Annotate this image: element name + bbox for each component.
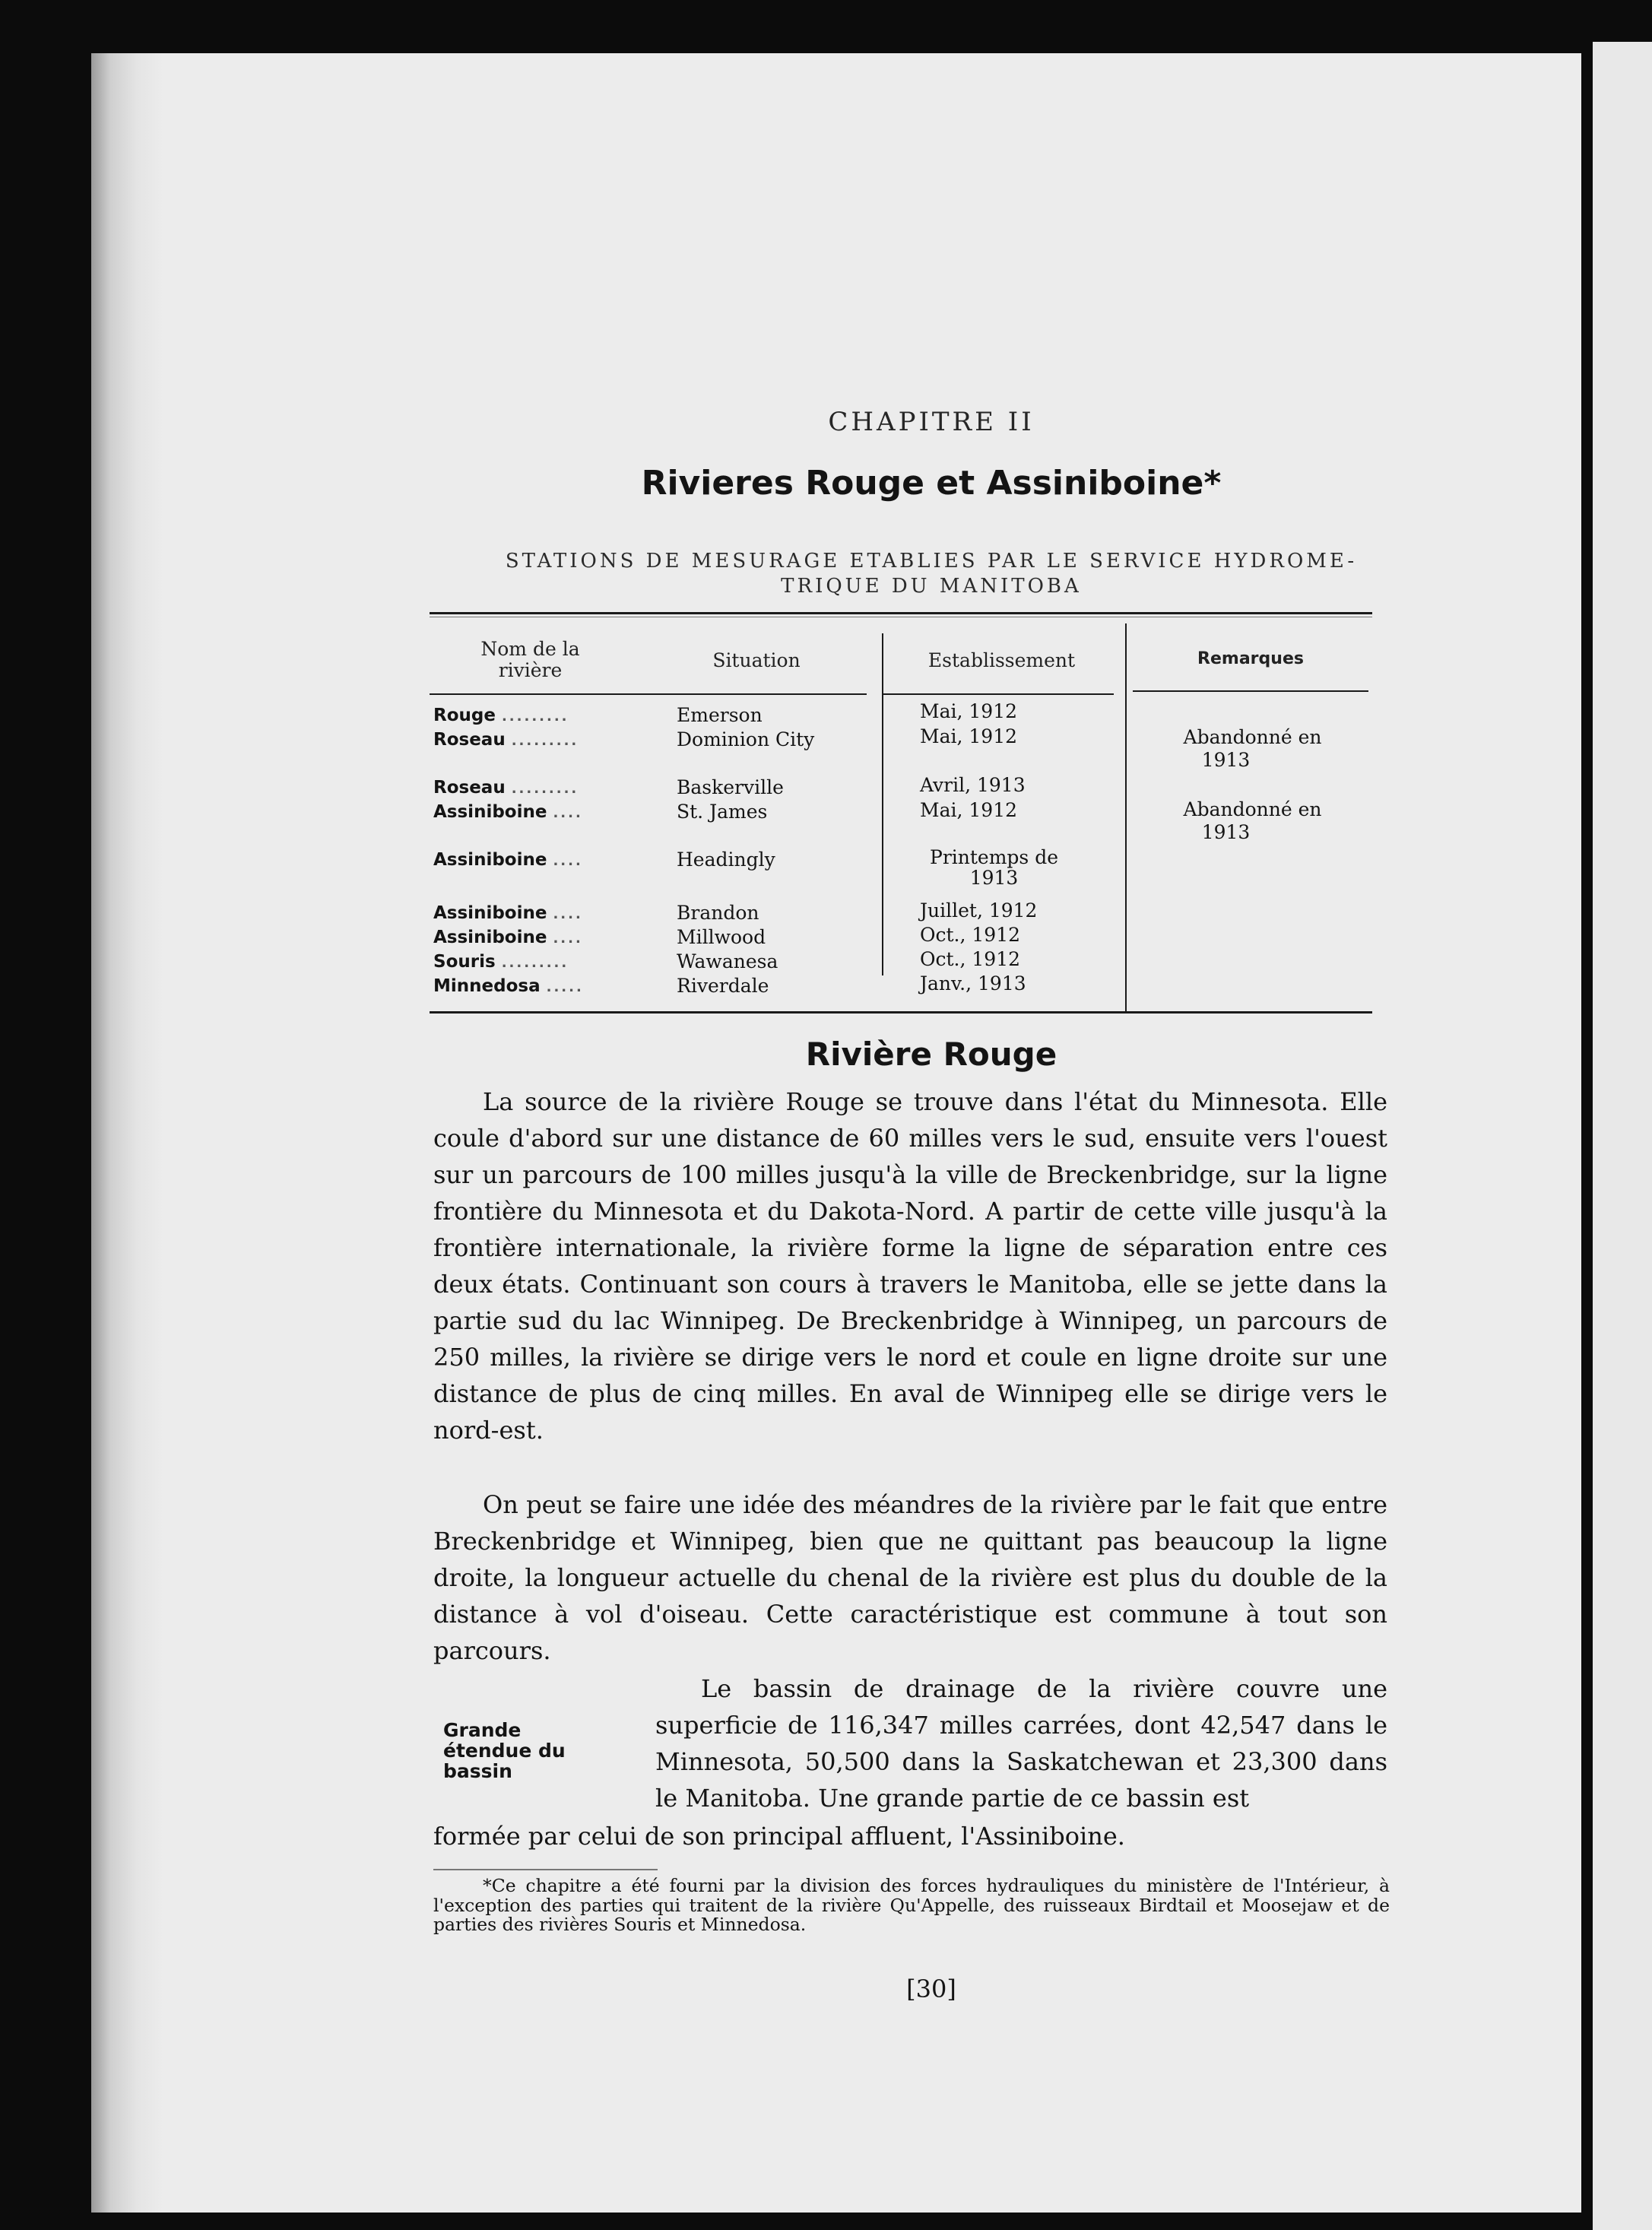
- cell-situation: Millwood: [677, 926, 766, 948]
- footnote-rule: [433, 1869, 658, 1870]
- paragraph-bassin-end: formée par celui de son principal affluent, l'Assiniboine.: [433, 1822, 1125, 1851]
- chapter-heading: CHAPITRE II: [828, 407, 1035, 437]
- table-column-divider-1: [882, 633, 883, 975]
- chapter-title: Rivieres Rouge et Assiniboine*: [641, 464, 1222, 503]
- paragraph-bassin: Le bassin de drainage de la rivière couvre une superficie de 116,347 milles carrées, dont 42,547 dans le Minnesota, 50,500 dans la Saskatchewan et 23,300 dans le Manitoba. Une grande partie de ce bassin est: [655, 1674, 1387, 1813]
- cell-situation: Dominion City: [677, 728, 815, 750]
- cell-situation: St. James: [677, 801, 768, 823]
- remark-abandonne-2: [1137, 798, 1368, 844]
- table-bottom-rule: [430, 1011, 1372, 1013]
- remark-abandonne-1: [1137, 726, 1368, 772]
- cell-situation: Riverdale: [677, 975, 769, 997]
- cell-nom: Assiniboine ....: [433, 850, 583, 870]
- table-top-rule: [430, 612, 1372, 614]
- remark-line2: 1913: [1201, 749, 1251, 771]
- cell-situation: Emerson: [677, 704, 763, 726]
- stations-table: [430, 612, 1372, 1011]
- cell-etablissement: Janv., 1913: [920, 972, 1026, 994]
- cell-nom: Roseau .........: [433, 730, 579, 750]
- paragraph-meandres: On peut se faire une idée des méandres de la rivière par le fait que entre Breckenbridge et Winnipeg, bien que ne quittant pas beaucoup la ligne droite, la longueur actuelle du chenal de la rivière est plus du double de la distance à vol d'oiseau. Cette caractéristique est commune à tout son parcours.: [433, 1490, 1387, 1665]
- remark-line1: Abandonné en: [1183, 798, 1322, 820]
- table-header-rule-1: [430, 693, 867, 695]
- page-gutter-shadow: [91, 53, 163, 2213]
- cell-situation: Baskerville: [677, 776, 784, 798]
- facing-page-edge: [1593, 42, 1652, 2230]
- header-nom-line2: rivière: [498, 659, 563, 681]
- table-header-rule-3: [1133, 690, 1368, 692]
- cell-nom: Minnedosa .....: [433, 976, 584, 996]
- cell-etablissement: Mai, 1912: [920, 799, 1018, 821]
- cell-nom: Assiniboine ....: [433, 802, 583, 822]
- cell-etablissement: Oct., 1912: [920, 924, 1021, 946]
- table-column-divider-2: [1125, 623, 1127, 1011]
- cell-nom: Assiniboine ....: [433, 903, 583, 923]
- header-situation: Situation: [712, 649, 801, 671]
- cell-etablissement: Mai, 1912: [920, 725, 1018, 747]
- table-caption-line2: TRIQUE DU MANITOBA: [781, 575, 1082, 598]
- cell-etablissement-line2: 1913: [969, 866, 1019, 889]
- margin-note: Grande étendue du bassin: [443, 1719, 566, 1782]
- header-nom: [430, 639, 631, 681]
- table-caption-line1: STATIONS DE MESURAGE ETABLIES PAR LE SERVICE HYDROME-: [505, 550, 1358, 573]
- cell-etablissement: Mai, 1912: [920, 700, 1018, 722]
- remark-line2: 1913: [1201, 821, 1251, 843]
- page-number: [30]: [906, 1975, 956, 2003]
- section-heading: Rivière Rouge: [805, 1036, 1057, 1073]
- header-nom-line1: Nom de la: [480, 638, 580, 660]
- table-header-rule-2: [882, 693, 1114, 695]
- cell-etablissement: [916, 845, 1072, 890]
- header-etablissement: Establissement: [927, 649, 1076, 671]
- cell-etablissement: Oct., 1912: [920, 948, 1021, 970]
- cell-etablissement: Juillet, 1912: [920, 899, 1038, 922]
- cell-etablissement-line1: Printemps de: [930, 846, 1058, 868]
- cell-situation: Wawanesa: [677, 950, 778, 972]
- cell-nom: Roseau .........: [433, 778, 579, 798]
- table-caption: [422, 549, 1441, 599]
- header-remarques: Remarques: [1197, 649, 1304, 668]
- cell-nom: Souris .........: [433, 952, 569, 972]
- remark-line1: Abandonné en: [1183, 726, 1322, 748]
- footnote: *Ce chapitre a été fourni par la division des forces hydrauliques du ministère de l'Intérieur, à l'exception des parties qui traitent de la rivière Qu'Appelle, des ruisseaux Birdtail et Moosejaw et de parties des rivières Souris et Minnedosa.: [433, 1875, 1390, 1935]
- cell-etablissement: Avril, 1913: [920, 774, 1026, 796]
- cell-situation: Headingly: [677, 849, 775, 871]
- cell-situation: Brandon: [677, 902, 759, 924]
- paragraph-source: La source de la rivière Rouge se trouve dans l'état du Minnesota. Elle coule d'abord sur une distance de 60 milles vers le sud, ensuite vers l'ouest sur un parcours de 100 milles jusqu'à la ville de Breckenbridge, sur la ligne frontière du Minnesota et du Dakota-Nord. A partir de cette ville jusqu'à la frontière internationale, la rivière forme la ligne de séparation entre ces deux états. Continuant son cours à travers le Manitoba, elle se jette dans la partie sud du lac Winnipeg. De Breckenbridge à Winnipeg, un parcours de 250 milles, la rivière se dirige vers le nord et coule en ligne droite sur une distance de plus de cinq milles. En aval de Winnipeg elle se dirige vers le nord-est.: [433, 1087, 1387, 1445]
- cell-nom: Assiniboine ....: [433, 928, 583, 947]
- cell-nom: Rouge .........: [433, 706, 569, 725]
